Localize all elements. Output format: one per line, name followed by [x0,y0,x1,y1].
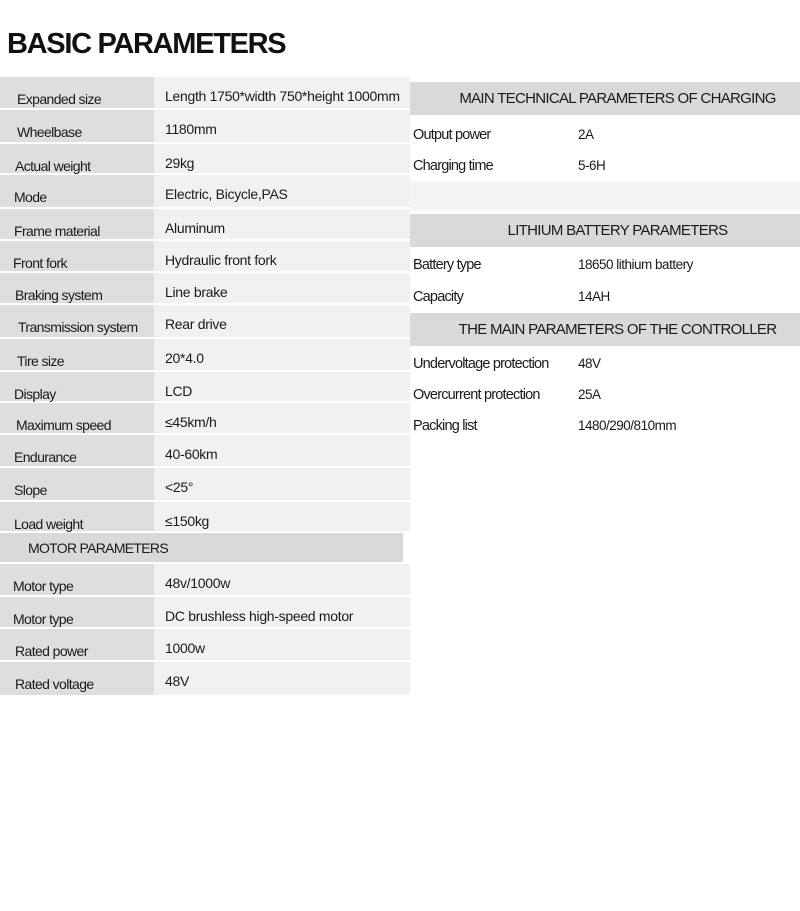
table-row [0,339,410,372]
row-label: Braking system [0,273,154,303]
table-row [0,273,410,305]
row-value: ≤45km/h [154,403,410,433]
table-row [0,110,410,144]
table-row [0,241,410,273]
row-label: Undervoltage protection [413,356,549,372]
row-value: <25° [154,468,410,500]
table-row [0,144,410,175]
battery-parameters-header: LITHIUM BATTERY PARAMETERS [410,214,800,247]
row-value: Rear drive [154,305,410,337]
row-label: Mode [0,175,154,207]
row-label: Packing list [413,418,477,434]
row-value: 1480/290/810mm [578,418,677,433]
table-row [0,502,410,533]
charging-parameters-header: MAIN TECHNICAL PARAMETERS OF CHARGING [410,82,800,115]
row-value: 1000w [154,629,410,660]
row-label: Battery type [413,257,481,273]
row-value: Aluminum [154,209,410,239]
row-label: Endurance [0,435,154,466]
row-label: Expanded size [0,77,154,108]
table-row [0,662,410,697]
row-value: 2A [578,127,594,142]
row-label: Transmission system [0,305,154,337]
row-value: Hydraulic front fork [154,241,410,271]
table-row [0,564,410,597]
row-label: Display [0,372,154,401]
row-value: 48v/1000w [154,564,410,595]
table-row [0,468,410,502]
row-background [410,181,800,211]
table-row [0,77,410,110]
row-value: LCD [154,372,410,401]
table-row [0,175,410,209]
table-row [0,597,410,629]
row-value: 40-60km [154,435,410,466]
table-row [0,435,410,468]
row-value: ≤150kg [154,502,410,531]
row-value: 25A [578,387,601,402]
row-label: Overcurrent protection [413,387,540,403]
row-label: Charging time [413,158,493,174]
row-value: 1180mm [154,110,410,142]
table-row [0,305,410,339]
row-label: Load weight [0,502,154,531]
row-label: Motor type [0,564,154,595]
row-value: DC brushless high-speed motor [154,597,410,627]
basic-parameters-table [0,77,410,697]
table-row [0,372,410,403]
row-label: Wheelbase [0,110,154,142]
row-label: Rated power [0,629,154,660]
row-value: 48V [578,356,601,371]
row-value: Electric, Bicycle,PAS [154,175,410,207]
row-label: Slope [0,468,154,500]
row-label: Front fork [0,241,154,271]
table-row [0,629,410,662]
table-row [0,209,410,241]
row-label: Tire size [0,339,154,370]
row-value: 48V [154,662,410,695]
row-value: 29kg [154,144,410,173]
row-label: Motor type [0,597,154,627]
row-value: 18650 lithium battery [578,257,693,272]
row-label: Frame material [0,209,154,239]
row-value: Line brake [154,273,410,303]
row-value: Length 1750*width 750*height 1000mm [154,77,410,108]
row-label: Capacity [413,289,464,305]
row-value: 20*4.0 [154,339,410,370]
row-value: 5-6H [578,158,606,173]
page-title: BASIC PARAMETERS [7,28,286,60]
motor-parameters-header: MOTOR PARAMETERS [0,533,403,564]
row-value: 14AH [578,289,610,304]
row-label: Rated voltage [0,662,154,695]
row-label: Maximum speed [0,403,154,433]
row-label: Output power [413,127,491,143]
controller-parameters-header: THE MAIN PARAMETERS OF THE CONTROLLER [410,313,800,346]
row-label: Actual weight [0,144,154,173]
table-row [0,403,410,435]
